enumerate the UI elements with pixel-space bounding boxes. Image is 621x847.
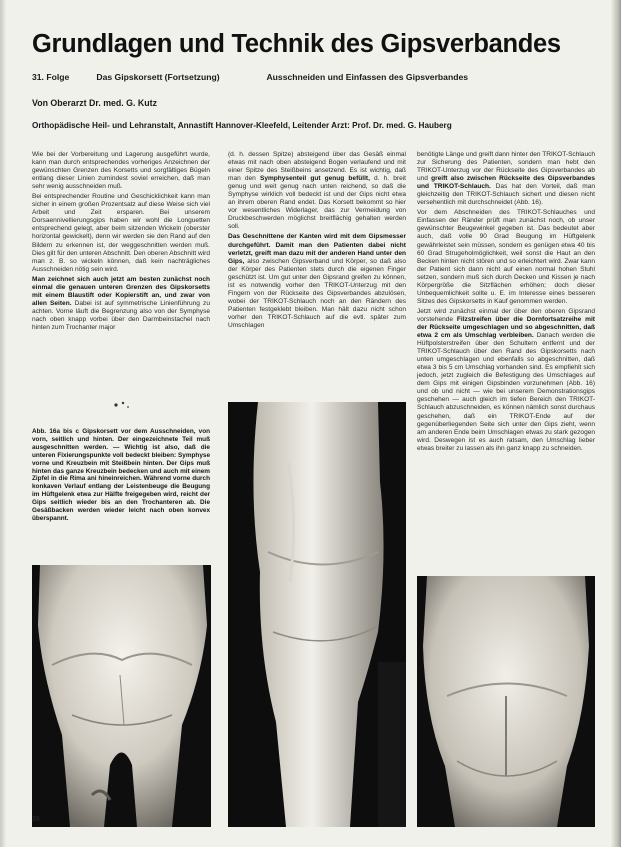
- paragraph: Wie bei der Vorbereitung und Lagerung ausgeführt wurde, kann man durch entsprechendes vorheriges Anzeichnen der gewünschten Grenzen des Korsetts und sorgfältiges Bügeln entlang dieser Linien zumindest soviel erreichen, daß man sehr wenig ausschneiden muß.: [32, 151, 210, 191]
- text-run: d. h. breit genug und weit genug nach unten reichend, so daß die Symphyse wirklich voll bedeckt ist und der Gips nicht etwa an ihrem oberen Rand endet. Das Korsett bekommt so hier vor wesentliches Widerlager, das zur Vermeidung von Druckbeschwerden möglichst breitflächig gehalten werden soll.: [228, 175, 406, 231]
- scan-shadow-right: [611, 0, 621, 847]
- author-line: Von Oberarzt Dr. med. G. Kutz: [32, 98, 157, 108]
- cast-side-image: [228, 402, 406, 827]
- photo-cast-back: [417, 576, 595, 827]
- article-title: Grundlagen und Technik des Gipsverbandes: [32, 30, 561, 58]
- text-run: Dabei ist auf symmetrische Linienführung zu achten. Vorne läuft die Begrenzung also von der Symphyse nach oben knapp vorbei über den Darmbeinstachel nach hinten zum Trochanter major: [32, 299, 210, 331]
- scan-shadow-left: [0, 0, 6, 847]
- series-topic: Das Gipskorsett (Fortsetzung): [96, 72, 220, 82]
- cast-back-image: [417, 576, 595, 827]
- paragraph: Bei entsprechender Routine und Geschicklichkeit kann man sicher in einem großen Prozentsatz auf diese Weise sich viel Arbeit und Zeit ersparen. Bei unserem Dorsaennivellierungsgips haben wir wohl die Longuetten entsprechend gelegt, aber beim sitzenden Wickeln (oberster horizontal gewickelt), denn wir werden sie den Rand auf den Bildern zu erkennen ist, der weggeschnitten werden muß. Dies gilt für den unteren Abschnitt. Den oberen Abschnitt wird man z. B. so wickeln können, daß kein nachträgliches Ausschneiden nötig sein wird.: [32, 193, 210, 273]
- figure-caption: [32, 428, 210, 546]
- paragraph: [32, 276, 210, 332]
- series-number: 31. Folge: [32, 72, 70, 82]
- paragraph: [417, 151, 595, 207]
- photo-cast-front: [32, 565, 211, 827]
- paragraph: Vor dem Abschneiden des TRIKOT-Schlauches und Einfassen der Ränder prüft man zunächst noch, ob unser gewünschter Beugewinkel gegeben ist. Das bedeutet aber auch, daß volle 90 Grad Beugung im Hüftgelenk gewährleistet sein müssen, sondern es genügen etwa 40 bis 60 Grad Strugeholmöglichkeit, weil sonst die Haut an den Becken hinten nicht stören und so erleichtert wird. Zwar kann der Patient sich dann nicht auf einen normal hohen Stuhl setzen, sondern muß sich durch Decken und Kissen je nach Körpergröße die Sitzflächen erhöhen; doch dieser Unbequemlichkeit sollte u. E. im Interesse eines besseren Sitzes des Gipskorsetts in Kauf genommen werden.: [417, 209, 595, 305]
- text-column-3: [417, 151, 595, 551]
- text-column-2: [228, 151, 406, 385]
- text-run: Das hat den Vorteil, daß man gleichzeitig den TRIKOT-Schlauch sichert und diesen nicht versehentlich mit durchschneidet (Abb. 16).: [417, 183, 595, 207]
- caption-label: Abb. 16a bis c: [32, 428, 80, 435]
- paragraph: [228, 233, 406, 330]
- page-number: 38: [32, 816, 40, 823]
- series-section: Ausschneiden und Einfassen des Gipsverbandes: [266, 72, 469, 82]
- text-run: (d. h. dessen Spitze) absteigend über das Gesäß einmal etwas mit nach oben absteigend Bogen verlaufend und mit einer Spitze des Steißbeins ansetzend. Es ist wichtig, daß man den: [228, 151, 406, 183]
- text-run: benötigte Länge und greift dann hinter den TRIKOT-Schlauch zur Sicherung des Patienten, sondern man hebt den TRIKOT-Unterzug vor der Rückseite des Gipsverbandes ab und: [417, 151, 595, 183]
- caption-text: Gipskorsett vor dem Ausschneiden, von vorn, seitlich und hinten. Der eingezeichnete Teil muß ausgeschnitten werden. — Wichtig ist also, daß die unteren Fixierungspunkte voll bedeckt bleiben: Symphyse vorne und Kreuzbein mit Steißbein hinten. Der Gips muß hinten das ganze Kreuzbein bedecken und auch mit einem Zipfel in die Rima ani hineinreichen. Während vorne durch konkaven Verlauf entlang der Leistenbeuge die Beugung im Hüftgelenk etwa zur Hälfte freigegeben wird, reicht der Gips seitlich wieder bis an den Trochanteren ab. Die Gesäßbacken werden wieder leicht nach oben konvex überspannt.: [32, 428, 210, 522]
- bold-phrase: greift also zwischen Rückseite des Gipsverbandes und TRIKOT-Schlauch.: [417, 175, 595, 191]
- bold-phrase: Filzstreifen über die Dornfortsatzreihe mit der Rückseite umgeschlagen und so abgeschnitten, daß etwa 2 cm als Umschlag verbleiben.: [417, 315, 595, 340]
- text-run: also zwischen Gipsverband und Körper, so daß also der Körper des Patienten stets durch die eigenen Finger geschützt ist. Um gut unter den Gipsrand greifen zu können, ist es notwendig vorher den TRIKOT-Unterzug mit den Fingern von der Rückseite des Gipsverbandes abzulösen, wobei der TRIKOT-Schlauch noch an den Rändern des Patienten festgeklebt bleiben. Man hält dazu nicht schon vorher den TRIKOT-Schlauch auf die evtl. später zum Umschlagen: [228, 257, 406, 329]
- text-column-1: [32, 151, 210, 391]
- series-line: [32, 72, 592, 82]
- bold-phrase: Das Geschnittene der Kanten wird mit dem Gipsmesser durchgeführt. Damit man den Patienten dabei nicht verletzt, greift man dazu mit der anderen Hand unter den Gips,: [228, 233, 406, 265]
- cast-front-image: [32, 565, 211, 827]
- print-specks: [110, 398, 150, 412]
- paragraph: [417, 308, 595, 453]
- bold-phrase: Man zeichnet sich auch jetzt am besten zunächst noch einmal die genauen unteren Grenzen des Gipskorsetts mit einem Blaustift oder Kopierstift an, und zwar von allen Seiten.: [32, 275, 210, 307]
- bold-phrase: Symphysenteil gut genug befüllt,: [259, 175, 370, 183]
- text-run: Jetzt wird zunächst einmal der über den oberen Gipsrand vorstehende: [417, 307, 595, 323]
- text-run: Danach werden die Hüftpolsterstreifen über den Schultern entfernt und der TRIKOT-Schlauch über den Rand des Gipskorsetts nach unten umgeschlagen und ebenfalls so abgeschnitten, daß etwa 3 bis 5 cm Umschlag vorhanden sind. Es empfiehlt sich jedoch, jetzt zugleich die Befestigung des Umschlages auf dem Gips mit einigen Gipsbinden vorzunehmen (Abb. 16) und ob und nicht — wie bei unserem Demonstrationsgips geschehen — auch gleich im tiefen Bereich den TRIKOT-Schlauch abzuschneiden, es können nämlich sonst durchaus geschehen, daß ein TRIKOT-Ende auf der gegenüberliegenden Seite sich unter den Gips zieht, wenn am anderen Ende beim Umschlagen etwas zu stark gezogen wird. Deswegen ist es auch ratsam, den Umschlag lieber etwas breiter zu lassen als ihn ganz knapp zu schneiden.: [417, 332, 595, 452]
- affiliation-line: Orthopädische Heil- und Lehranstalt, Annastift Hannover-Kleefeld, Leitender Arzt: Prof. Dr. med. G. Hauberg: [32, 121, 452, 130]
- photo-cast-side: [228, 402, 406, 827]
- paragraph: [228, 151, 406, 231]
